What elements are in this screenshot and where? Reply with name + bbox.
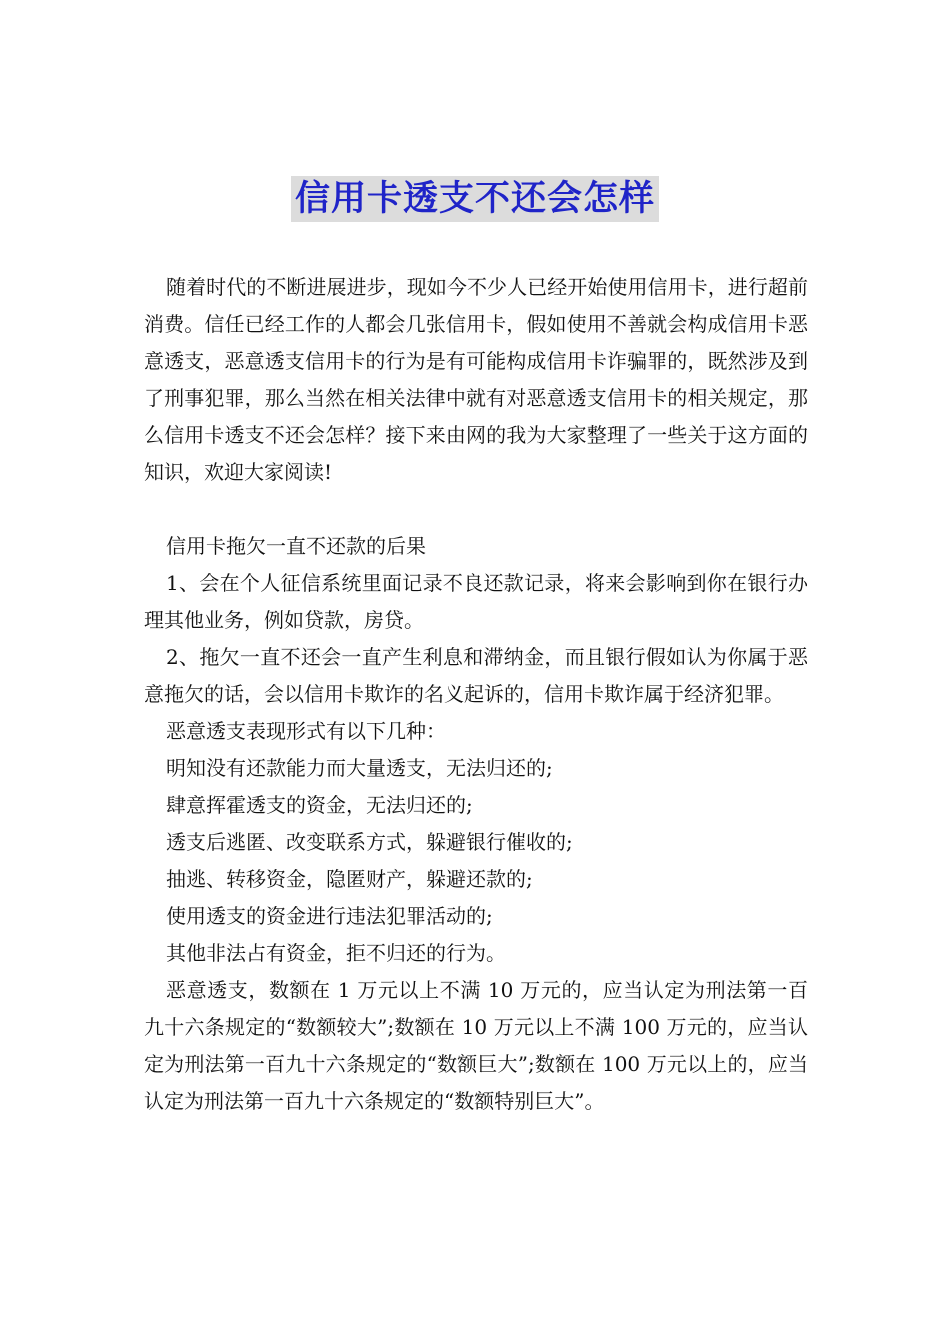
title-container — [0, 176, 950, 222]
consequence-item: 1、会在个人征信系统里面记录不良还款记录，将来会影响到你在银行办理其他业务，例如贷款，房贷。 — [144, 571, 808, 632]
form-item: 其他非法占有资金，拒不归还的行为。 — [166, 941, 506, 965]
section-heading: 信用卡拖欠一直不还款的后果 — [166, 534, 426, 558]
intro-paragraph: 随着时代的不断进展进步，现如今不少人已经开始使用信用卡，进行超前消费。信任已经工作的人都会几张信用卡，假如使用不善就会构成信用卡恶意透支，恶意透支信用卡的行为是有可能构成信用卡诈骗罪的，既然涉及到了刑事犯罪，那么当然在相关法律中就有对恶意透支信用卡的相关规定，那么信用卡透支不还会怎样？接下来由网的我为大家整理了一些关于这方面的知识，欢迎大家阅读! — [144, 275, 808, 484]
form-item: 肆意挥霍透支的资金，无法归还的; — [166, 793, 473, 817]
form-item: 使用透支的资金进行违法犯罪活动的; — [166, 904, 493, 928]
form-item: 抽逃、转移资金，隐匿财产，躲避还款的; — [166, 867, 533, 891]
document-body — [144, 269, 808, 1120]
form-item: 明知没有还款能力而大量透支，无法归还的; — [166, 756, 553, 780]
forms-heading: 恶意透支表现形式有以下几种： — [166, 719, 446, 743]
paragraph-gap — [144, 491, 808, 528]
document-title: 信用卡透支不还会怎样 — [291, 176, 659, 222]
amount-rule-paragraph: 恶意透支，数额在 1 万元以上不满 10 万元的，应当认定为刑法第一百九十六条规定的“数额较大”;数额在 10 万元以上不满 100 万元的，应当认定为刑法第一百九十六条规定的“数额巨大”;数额在 100 万元以上的，应当认定为刑法第一百九十六条规定的“数额特别巨大”。 — [144, 978, 808, 1113]
consequence-item: 2、拖欠一直不还会一直产生利息和滞纳金，而且银行假如认为你属于恶意拖欠的话，会以信用卡欺诈的名义起诉的，信用卡欺诈属于经济犯罪。 — [144, 645, 808, 706]
form-item: 透支后逃匿、改变联系方式，躲避银行催收的; — [166, 830, 573, 854]
